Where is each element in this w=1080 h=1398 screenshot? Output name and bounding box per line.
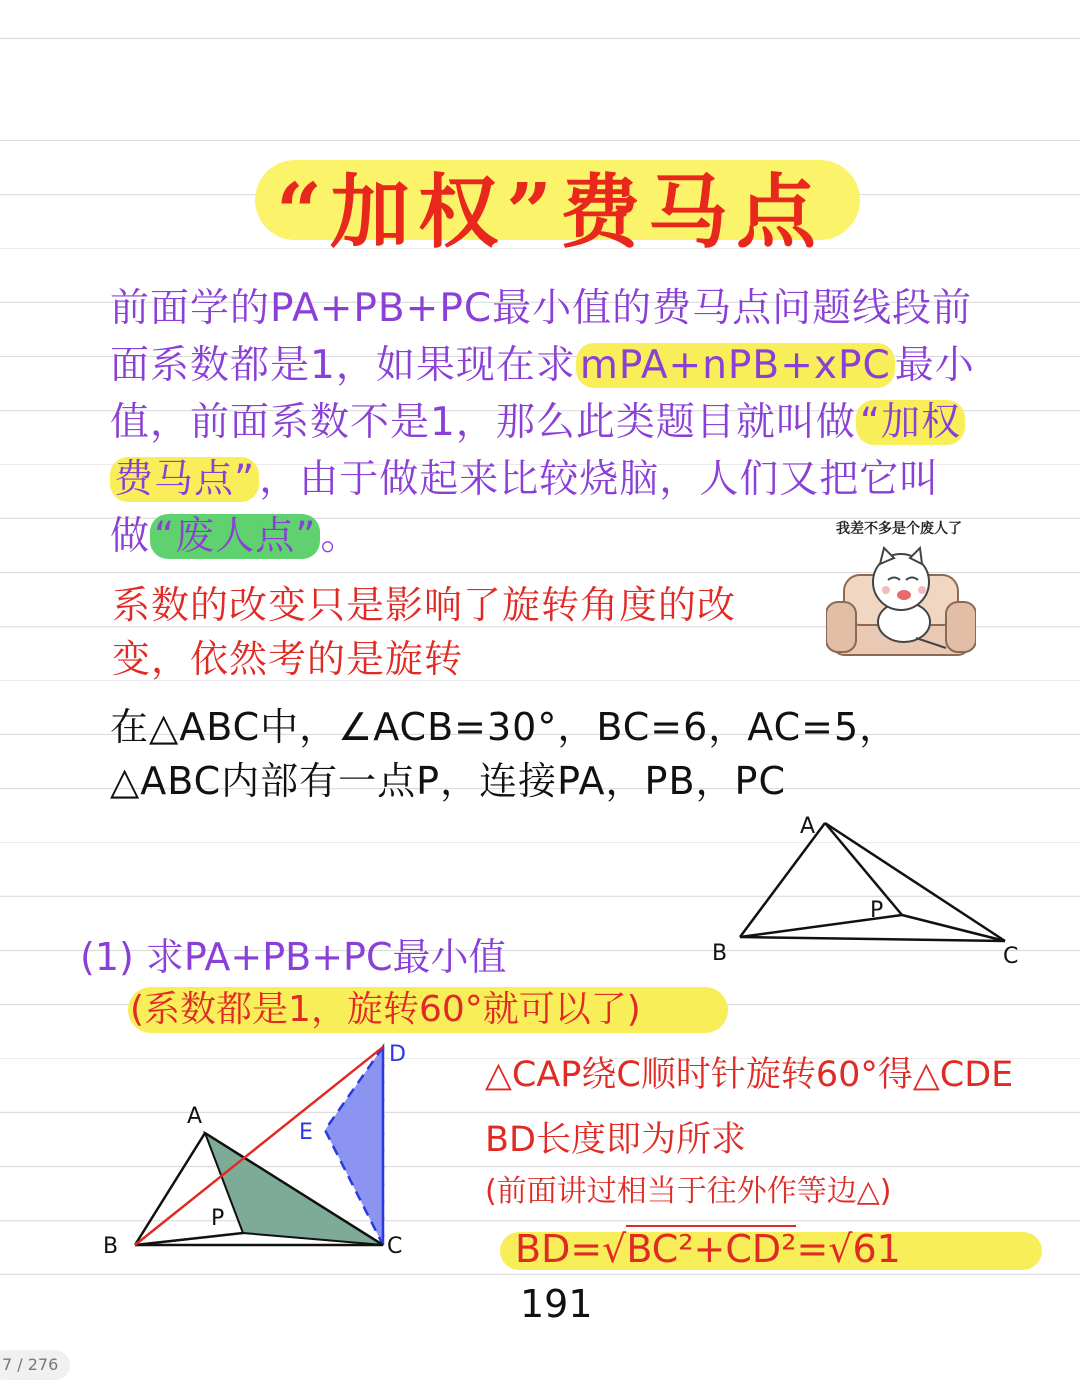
label-p: P: [211, 1206, 225, 1231]
intro-line: 前面学的PA+PB+PC最小值的费马点问题线段前: [110, 286, 973, 331]
intro-text: 面系数都是1，如果现在求: [110, 343, 576, 388]
intro-text: 最小: [894, 343, 975, 388]
key-note: [112, 578, 802, 686]
intro-text: 做: [110, 514, 151, 559]
edge-ab: [740, 823, 825, 937]
edge-ac: [825, 823, 1005, 941]
note-line: 系数的改变只是影响了旋转角度的改: [112, 583, 737, 627]
segment-pa: [825, 823, 902, 915]
intro-line: [110, 451, 1010, 508]
segment-pb: [135, 1233, 243, 1245]
page-number: 191: [520, 1282, 593, 1326]
problem-line: 在△ABC中，∠ACB=30°，BC=6，AC=5，: [110, 705, 899, 749]
weighted-term-end: 费马点”: [110, 457, 259, 502]
nickname-term: “废人点”: [150, 514, 320, 559]
label-a: A: [187, 1104, 203, 1129]
solution-remark: (前面讲过相当于往外作等边△): [485, 1174, 892, 1209]
label-b: B: [712, 941, 728, 966]
weighted-expression: mPA+nPB+xPC: [576, 343, 895, 388]
intro-text: 值，前面系数不是1，那么此类题目就叫做: [110, 400, 856, 445]
formula-result: =√61: [796, 1227, 901, 1271]
sticker-caption: 我差不多是个废人了: [836, 521, 962, 537]
cat-on-sofa-sticker: [826, 540, 976, 665]
segment-pc: [902, 915, 1005, 941]
label-a: A: [800, 814, 816, 839]
page-title: “加权”费马点: [275, 165, 825, 259]
label-c: C: [1003, 944, 1019, 969]
rotation-figure: [95, 1035, 425, 1265]
formula-left: BD=√: [515, 1227, 627, 1271]
label-b: B: [103, 1234, 119, 1259]
formula-radicand: BC²+CD²: [626, 1227, 797, 1271]
edge-bc: [740, 937, 1005, 941]
label-p: P: [870, 898, 884, 923]
problem-line: △ABC内部有一点P，连接PA，PB，PC: [110, 759, 786, 803]
solution-step-2: BD长度即为所求: [485, 1120, 746, 1160]
intro-text: ，由于做起来比较烧脑，人们又把它叫: [259, 457, 940, 502]
intro-line: [110, 337, 1010, 394]
label-c: C: [387, 1234, 403, 1259]
intro-text: 。: [320, 514, 361, 559]
label-e: E: [299, 1120, 313, 1145]
page-counter: 7 / 276: [0, 1350, 70, 1380]
weighted-term: “加权: [856, 400, 965, 445]
note-line: 变，依然考的是旋转: [112, 637, 464, 681]
answer-formula: [515, 1222, 901, 1276]
intro-line: [110, 394, 1010, 451]
edge-ab: [135, 1133, 205, 1245]
question-1: (1) 求PA+PB+PC最小值: [80, 935, 507, 979]
solution-step-1: △CAP绕C顺时针旋转60°得△CDE: [485, 1055, 1014, 1095]
problem-statement: [110, 700, 1010, 808]
triangle-abc-figure: [700, 805, 1040, 975]
question-1-hint: (系数都是1，旋转60°就可以了): [130, 989, 641, 1030]
label-d: D: [389, 1042, 406, 1067]
